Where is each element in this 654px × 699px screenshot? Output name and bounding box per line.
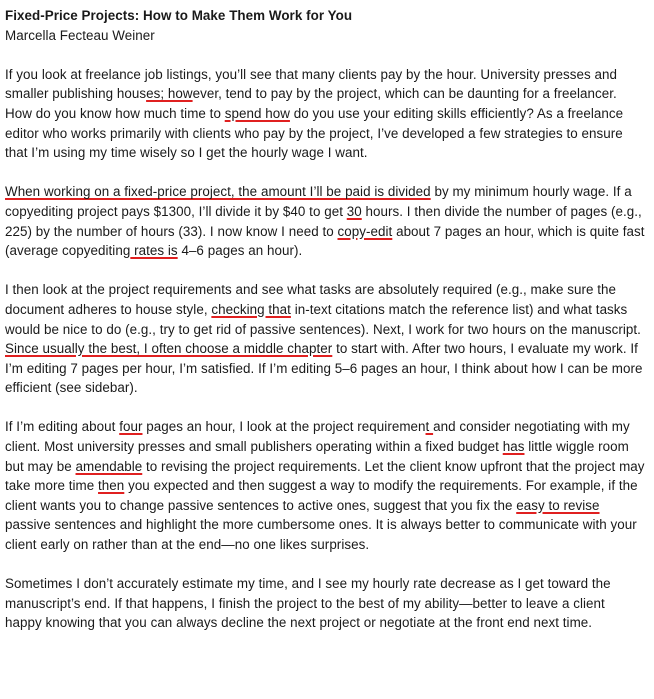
flagged-text[interactable]: four [119,419,143,435]
flagged-text[interactable]: amendable [75,458,143,474]
text-run: to start with. After two hours, I evaluate my work. If I’m editing 7 pages per hour, I’m satisfied. If I’m editing 5–6 pages an hour, I think about how I can be more efficient (see sidebar). [5,341,643,396]
paragraph-rate-calculation [5,182,645,260]
text-run: ever, tend to pay by the project, which can be daunting for a freelancer. How do you know how much time to [5,86,617,121]
text-run: by my minimum hourly wage. If a copyediting project pays $1300, I’ll divide it by $40 to get [5,184,632,219]
flagged-text[interactable]: easy to revise [516,497,600,513]
paragraph-intro [5,65,645,163]
text-run: I then look at the project requirements and see what tasks are absolutely required (e.g., make sure the document adheres to house style, [5,282,617,317]
paragraph-conclusion [5,574,645,633]
flagged-text[interactable]: Since usually the best, I often choose a middle chapter [5,341,333,357]
flagged-text[interactable]: es; how [146,86,193,102]
text-run: 4–6 pages an hour). [177,243,303,259]
text-run: If you look at freelance job listings, you’ll see that many clients pay by the hour. University presses and smaller publishing hous [5,66,617,102]
text-run: hours. I then divide the number of pages (e.g., 225) by the number of hours (33). I now know I need to [5,203,642,239]
article-author: Marcella Fecteau Weiner [5,27,155,43]
flagged-text[interactable]: rates is [130,243,178,259]
text-run: little wiggle room but may be [5,439,629,474]
text-run: in-text citations match the reference list) and what tasks would be nice to do (e.g., try to get rid of passive sentences). Next, I work for two hours on the manuscript. [5,301,641,337]
text-run: passive sentences and highlight the more cumbersome ones. It is always better to communicate with your client early on rather than at the end—no one likes surprises. [5,517,637,553]
text-run: If I’m editing about [5,419,120,435]
flagged-text[interactable]: t [425,419,434,435]
flagged-text[interactable]: When working on a fixed-price project, the amount I’ll be paid is divided [5,184,431,200]
text-run: about 7 pages an hour, which is quite fast (average copyediting [5,223,645,259]
text-run: you expected and then suggest a way to modify the requirements. For example, if the client wants you to change passive sentences to active ones, suggest that you fix the [5,478,638,513]
text-run: Sometimes I don’t accurately estimate my time, and I see my hourly rate decrease as I get toward the manuscript’s end. If that happens, I finish the project to the best of my ability—better to leave a client happy knowing that you can always decline the next project or negotiate at the front end next time. [5,576,611,631]
flagged-text[interactable]: 30 [346,203,362,219]
flagged-text[interactable]: copy-edit [337,223,393,239]
paragraph-requirements [5,280,645,398]
text-run: do you use your editing skills efficiently? As a freelance editor who works primarily with clients who pay by the project, I’ve developed a few strategies to ensure that I’m using my time wisely so I get the hourly wage I want. [5,105,624,161]
paragraph-negotiating [5,417,645,554]
flagged-text[interactable]: has [502,439,525,455]
flagged-text[interactable]: spend how [224,105,290,121]
text-run: and consider negotiating with my client. Most university presses and small publishers operating within a fixed budget [5,419,630,455]
flagged-text[interactable]: then [98,478,125,494]
article-title: Fixed-Price Projects: How to Make Them Work for You [5,8,353,23]
text-run: pages an hour, I look at the project requiremen [142,419,426,435]
flagged-text[interactable]: checking that [211,301,291,317]
text-run: to revising the project requirements. Let the client know upfront that the project may take more time [5,458,645,494]
document-body [5,6,645,653]
